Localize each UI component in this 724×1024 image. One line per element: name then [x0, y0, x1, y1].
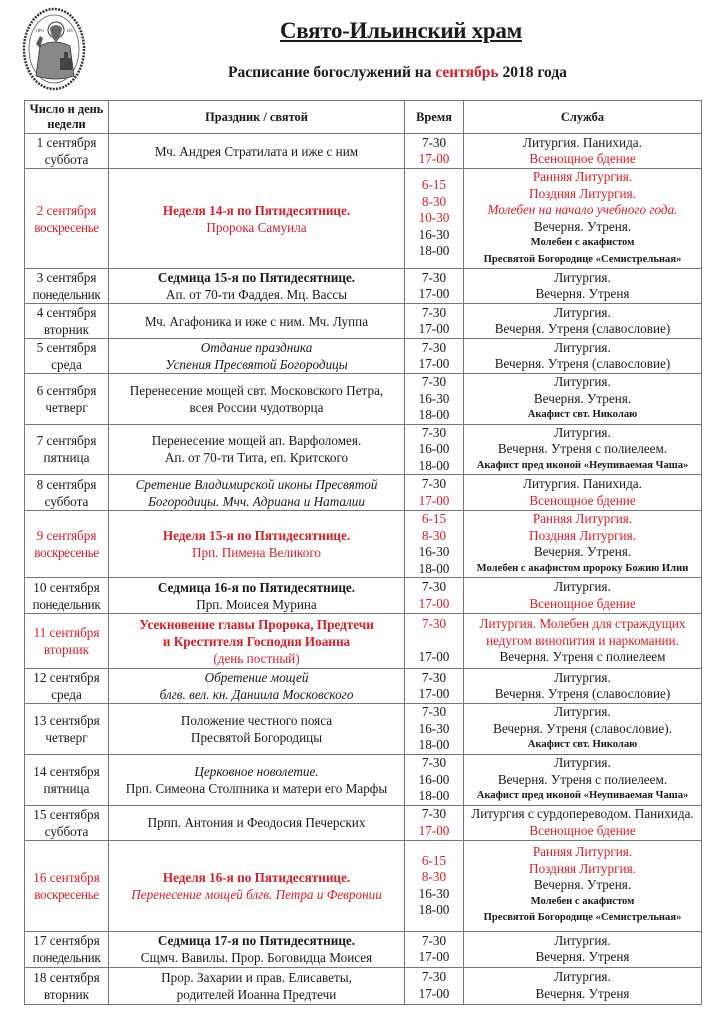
feast-cell: [109, 805, 405, 840]
feast-cell: [109, 374, 405, 425]
feast-line: Обретение мощей: [204, 670, 309, 685]
weekday-label: пятница: [43, 780, 90, 796]
date-cell: [25, 755, 109, 806]
feast-line: Успения Пресвятой Богородицы: [165, 357, 348, 372]
feast-line: Церковное новолетие.: [194, 763, 319, 779]
time-cell: [405, 304, 464, 339]
time-value: 7-30: [421, 932, 447, 948]
time-value: 6-15: [421, 852, 447, 868]
service-cell: [464, 931, 702, 967]
service-cell: [464, 339, 702, 374]
service-line: Вечерня. Утреня: [535, 985, 630, 1001]
time-value: 7-30: [421, 579, 447, 594]
date-cell: [25, 578, 109, 614]
table-row: [25, 967, 702, 1004]
service-cell: [464, 304, 702, 339]
table-row: [25, 931, 702, 967]
weekday-label: вторник: [43, 986, 90, 1002]
time-cell: [405, 614, 464, 669]
service-line: Литургия.: [554, 579, 611, 594]
time-value: 17-00: [418, 151, 450, 166]
time-value: 16-00: [418, 441, 450, 456]
feast-cell: [109, 339, 405, 374]
service-line: Молебен с акафистом: [530, 237, 635, 248]
svg-text:ИЛ: ИЛ: [67, 28, 73, 33]
feast-line: и Крестителя Господня Иоанна: [162, 633, 351, 649]
service-line: Вечерня. Утреня с полиелеем: [499, 649, 666, 665]
feast-line: Седмица 15-я по Пятидесятнице.: [157, 270, 356, 285]
feast-line: Неделя 14-я по Пятидесятнице.: [162, 202, 351, 218]
column-header-time: Время: [405, 101, 464, 134]
feast-line: Ап. от 70-ти Фаддея. Мц. Вассы: [165, 287, 348, 302]
time-value: 18-00: [418, 407, 450, 422]
time-value: 18-00: [418, 902, 450, 917]
feast-cell: [109, 578, 405, 614]
service-cell: [464, 755, 702, 806]
time-value: 17-00: [418, 649, 450, 665]
schedule-subtitle: [228, 64, 567, 82]
service-line: Литургия.: [554, 704, 611, 720]
service-line: Акафист свт. Николаю: [527, 409, 638, 420]
date-label: 3 сентября: [36, 270, 97, 285]
feast-line: Прп. Пимена Великого: [191, 545, 322, 560]
feast-line: Богородицы. Мчч. Адриана и Наталии: [148, 493, 365, 509]
service-line: Вечерня. Утреня.: [533, 544, 632, 559]
feast-line: Усекновение главы Пророка, Предтечи: [139, 616, 374, 632]
service-line: Вечерня. Утреня: [535, 949, 630, 964]
column-header-date: Число и день недели: [25, 101, 109, 134]
time-cell: [405, 511, 464, 578]
time-cell: [405, 755, 464, 806]
feast-line: (день постный): [213, 650, 300, 666]
feast-line: Прп. Моисея Мурина: [196, 596, 317, 612]
feast-cell: [109, 840, 405, 931]
service-line: Литургия. Панихида.: [523, 476, 642, 491]
feast-line: Седмица 17-я по Пятидесятнице.: [157, 933, 356, 948]
service-line: Всенощное бдение: [529, 822, 636, 838]
service-line: Ранняя Литургия.: [532, 844, 633, 860]
service-line: Всенощное бдение: [529, 492, 636, 508]
feast-cell: [109, 704, 405, 755]
table-row: [25, 339, 702, 374]
weekday-label: понедельник: [32, 950, 101, 965]
table-row: [25, 704, 702, 755]
date-label: 8 сентября: [36, 476, 97, 492]
weekday-label: воскресенье: [34, 886, 99, 902]
feast-cell: [109, 755, 405, 806]
service-line: Литургия.: [554, 269, 611, 285]
service-line: Вечерня. Утреня (славословие).: [493, 720, 672, 736]
time-cell: [405, 840, 464, 931]
date-label: 18 сентября: [33, 969, 100, 985]
date-cell: [25, 304, 109, 339]
service-line: недугом винопития и наркомании.: [486, 632, 679, 648]
feast-cell: [109, 614, 405, 669]
date-cell: [25, 805, 109, 840]
feast-cell: [109, 511, 405, 578]
service-line: Поздняя Литургия.: [529, 527, 636, 543]
service-cell: [464, 374, 702, 425]
column-header-service: Служба: [464, 101, 702, 134]
date-cell: [25, 669, 109, 704]
page-title: Свято-Ильинский храм: [280, 18, 522, 43]
subtitle-month: сентябрь: [435, 64, 499, 81]
table-header-row: [25, 101, 702, 134]
time-value: 8-30: [421, 869, 447, 884]
service-line: Вечерня. Утреня: [535, 286, 630, 301]
time-value: 17-00: [418, 595, 450, 611]
table-row: [25, 669, 702, 704]
service-line: Литургия.: [554, 932, 611, 948]
weekday-label: понедельник: [32, 596, 101, 612]
feast-cell: [109, 134, 405, 169]
date-cell: [25, 424, 109, 475]
weekday-label: среда: [51, 687, 82, 702]
date-label: 17 сентября: [33, 933, 100, 948]
svg-text:ПРО: ПРО: [36, 28, 45, 33]
service-line: Молебен с акафистом пророку Божию Илии: [476, 562, 689, 574]
time-cell: [405, 339, 464, 374]
feast-cell: [109, 967, 405, 1004]
time-value: 7-30: [421, 374, 447, 389]
time-value: 7-30: [421, 476, 447, 491]
feast-cell: [109, 269, 405, 304]
service-line: Вечерня. Утреня (славословие): [494, 686, 671, 701]
time-cell: [405, 669, 464, 704]
service-cell: [464, 840, 702, 931]
time-cell: [405, 134, 464, 169]
date-label: 13 сентября: [33, 713, 100, 728]
table-row: [25, 424, 702, 475]
time-cell: [405, 704, 464, 755]
date-label: 5 сентября: [36, 340, 97, 355]
time-cell: [405, 424, 464, 475]
feast-line: Седмица 16-я по Пятидесятнице.: [157, 579, 356, 595]
table-row: [25, 805, 702, 840]
weekday-label: воскресенье: [34, 545, 99, 560]
feast-line: Пресвятой Богородицы: [190, 730, 323, 745]
table-row: [25, 134, 702, 169]
service-line: Вечерня. Утреня.: [533, 877, 632, 893]
weekday-label: воскресенье: [34, 219, 99, 235]
service-line: Всенощное бдение: [529, 595, 636, 611]
service-cell: [464, 134, 702, 169]
time-cell: [405, 269, 464, 304]
service-line: Акафист пред иконой «Неупиваемая Чаша»: [476, 790, 689, 801]
service-line: Молебен на начало учебного года.: [487, 202, 678, 217]
service-line: Литургия.: [554, 424, 611, 440]
service-line: Литургия.: [554, 374, 611, 389]
table-row: [25, 169, 702, 269]
date-label: 10 сентября: [33, 579, 100, 595]
time-cell: [405, 931, 464, 967]
feast-line: Положение честного пояса: [180, 713, 333, 728]
date-label: 9 сентября: [36, 528, 97, 543]
service-cell: [464, 669, 702, 704]
feast-line: Ап. от 70-ти Тита, еп. Критского: [164, 450, 349, 466]
feast-line: Прпп. Антония и Феодосия Печерских: [147, 815, 366, 830]
table-row: [25, 475, 702, 511]
weekday-label: суббота: [44, 493, 89, 509]
service-line: Литургия.: [554, 969, 611, 984]
subtitle-year: 2018 года: [498, 64, 567, 81]
time-cell: [405, 805, 464, 840]
date-label: 11 сентября: [33, 625, 100, 640]
service-line: Вечерня. Утреня.: [533, 218, 632, 234]
date-cell: [25, 614, 109, 669]
time-value: 18-00: [418, 788, 450, 803]
feast-line: блгв. вел. кн. Даниила Московского: [159, 687, 354, 702]
date-cell: [25, 704, 109, 755]
service-cell: [464, 704, 702, 755]
service-line: Вечерня. Утреня (славословие): [494, 321, 671, 336]
time-value: 17-00: [418, 492, 450, 508]
feast-line: Отдание праздника: [200, 340, 313, 355]
feast-line: Сретение Владимирской иконы Пресвятой: [135, 476, 378, 492]
church-logo: [22, 6, 86, 92]
feast-line: Неделя 15-я по Пятидесятнице.: [162, 528, 351, 543]
feast-line: Перенесение мощей свт. Московского Петра,: [129, 382, 384, 398]
date-cell: [25, 169, 109, 269]
service-line: Ранняя Литургия.: [532, 169, 633, 184]
service-cell: [464, 967, 702, 1004]
date-label: 1 сентября: [36, 135, 97, 150]
date-cell: [25, 374, 109, 425]
date-label: 2 сентября: [36, 202, 97, 218]
subtitle-prefix: Расписание богослужений на: [228, 64, 436, 81]
time-cell: [405, 967, 464, 1004]
weekday-label: суббота: [44, 823, 89, 839]
time-value: [407, 633, 461, 650]
feast-line: Перенесение мощей блгв. Петра и Февронии: [131, 886, 382, 902]
service-line: Поздняя Литургия.: [529, 860, 636, 876]
time-value: 17-00: [418, 321, 450, 336]
feast-line: Мч. Агафоника и иже с ним. Мч. Луппа: [144, 313, 369, 329]
service-cell: [464, 805, 702, 840]
time-value: 7-30: [421, 616, 447, 632]
time-value: 7-30: [421, 969, 447, 984]
time-value: 17-00: [418, 286, 450, 301]
time-value: 6-15: [421, 177, 447, 193]
time-value: 17-00: [418, 356, 450, 371]
service-line: Акафист свт. Николаю: [527, 739, 638, 751]
time-value: 17-00: [418, 949, 450, 964]
time-value: 7-30: [421, 304, 447, 320]
time-value: 17-00: [418, 686, 450, 701]
weekday-label: понедельник: [32, 287, 101, 302]
time-value: 16-30: [418, 544, 450, 559]
prophet-elijah-icon: [22, 6, 86, 92]
feast-line: Мч. Андрея Стратилата и иже с ним: [154, 143, 359, 159]
feast-line: родителей Иоанна Предтечи: [176, 986, 337, 1002]
weekday-label: четверг: [45, 730, 88, 745]
time-value: 16-30: [418, 226, 450, 242]
weekday-label: вторник: [43, 322, 90, 337]
time-value: 16-00: [418, 771, 450, 787]
time-value: 16-30: [418, 720, 450, 736]
service-line: Литургия.: [554, 755, 611, 770]
feast-cell: [109, 304, 405, 339]
service-line: Вечерня. Утреня с полиелеем.: [497, 441, 668, 456]
service-line: Всенощное бдение: [529, 151, 636, 166]
table-row: [25, 374, 702, 425]
time-value: 17-00: [418, 822, 450, 838]
service-cell: [464, 511, 702, 578]
date-cell: [25, 134, 109, 169]
feast-line: Перенесение мощей ап. Варфоломея.: [151, 433, 362, 449]
date-label: 6 сентября: [36, 382, 97, 398]
time-value: 16-30: [418, 885, 450, 901]
weekday-label: среда: [51, 357, 82, 372]
date-cell: [25, 967, 109, 1004]
time-value: 8-30: [421, 527, 447, 543]
time-value: 6-15: [421, 511, 447, 526]
service-cell: [464, 578, 702, 614]
service-line: Молебен с акафистом: [530, 895, 635, 907]
date-label: 14 сентября: [33, 763, 100, 779]
feast-line: всея России чудотворца: [189, 399, 324, 415]
date-cell: [25, 269, 109, 304]
date-label: 4 сентября: [36, 305, 97, 320]
time-value: 7-30: [421, 339, 447, 355]
feast-line: Пророка Самуила: [206, 219, 307, 235]
service-line: Ранняя Литургия.: [532, 511, 633, 526]
time-cell: [405, 169, 464, 269]
table-row: [25, 840, 702, 931]
service-line: Пресвятой Богородице «Семистрельная»: [483, 253, 682, 265]
service-line: Поздняя Литургия.: [529, 185, 636, 201]
table-row: [25, 755, 702, 806]
weekday-label: пятница: [43, 450, 90, 466]
feast-cell: [109, 424, 405, 475]
time-value: 7-30: [421, 269, 447, 285]
service-cell: [464, 424, 702, 475]
feast-cell: [109, 169, 405, 269]
service-line: Вечерня. Утреня (славословие): [494, 356, 671, 371]
time-value: 7-30: [421, 134, 447, 150]
feast-cell: [109, 931, 405, 967]
table-row: [25, 511, 702, 578]
time-value: 10-30: [418, 210, 450, 226]
feast-line: Прор. Захарии и прав. Елисаветы,: [161, 969, 352, 985]
service-line: Литургия.: [554, 669, 611, 685]
time-value: 17-00: [418, 985, 450, 1001]
time-cell: [405, 475, 464, 511]
date-label: 15 сентября: [33, 806, 100, 822]
feast-line: Неделя 16-я по Пятидесятнице.: [162, 869, 351, 885]
schedule-table: [24, 100, 702, 1005]
service-line: Вечерня. Утреня.: [533, 390, 632, 406]
service-line: Литургия.: [554, 339, 611, 355]
time-value: 18-00: [418, 560, 450, 576]
service-line: Литургия.: [554, 304, 611, 320]
schedule-body: [25, 134, 702, 1005]
service-cell: [464, 269, 702, 304]
table-row: [25, 269, 702, 304]
date-cell: [25, 475, 109, 511]
time-cell: [405, 578, 464, 614]
table-row: [25, 614, 702, 669]
feast-line: Прп. Симеона Столпника и матери его Марфы: [125, 780, 388, 796]
weekday-label: вторник: [43, 642, 90, 657]
date-cell: [25, 339, 109, 374]
service-cell: [464, 169, 702, 269]
service-line: Литургия. Молебен для страждущих: [479, 616, 686, 632]
weekday-label: четверг: [45, 399, 88, 415]
time-cell: [405, 374, 464, 425]
time-value: 7-30: [421, 755, 447, 770]
date-cell: [25, 840, 109, 931]
feast-line: Сщмч. Вавилы. Прор. Боговидца Моисея: [140, 950, 373, 965]
time-value: 7-30: [421, 704, 447, 720]
time-value: 7-30: [421, 806, 447, 821]
time-value: 7-30: [421, 669, 447, 685]
time-value: 8-30: [421, 193, 447, 209]
service-line: Акафист пред иконой «Неупиваемая Чаша»: [476, 459, 689, 471]
time-value: 7-30: [421, 424, 447, 440]
feast-cell: [109, 475, 405, 511]
service-line: Литургия с сурдопереводом. Панихида.: [471, 806, 694, 821]
time-value: 18-00: [418, 243, 450, 259]
date-cell: [25, 931, 109, 967]
time-value: 18-00: [418, 737, 450, 753]
service-line: Вечерня. Утреня с полиелеем.: [497, 771, 668, 787]
service-line: Литургия. Панихида.: [523, 134, 642, 150]
feast-cell: [109, 669, 405, 704]
date-label: 7 сентября: [36, 433, 97, 449]
time-value: 16-30: [418, 390, 450, 406]
date-label: 16 сентября: [33, 869, 100, 885]
weekday-label: суббота: [44, 152, 89, 167]
service-cell: [464, 614, 702, 669]
table-row: [25, 304, 702, 339]
column-header-feast: Праздник / святой: [109, 101, 405, 134]
service-cell: [464, 475, 702, 511]
date-label: 12 сентября: [33, 670, 100, 685]
table-row: [25, 578, 702, 614]
service-line: Пресвятой Богородице «Семистрельная»: [483, 912, 682, 924]
date-cell: [25, 511, 109, 578]
time-value: 18-00: [418, 457, 450, 473]
